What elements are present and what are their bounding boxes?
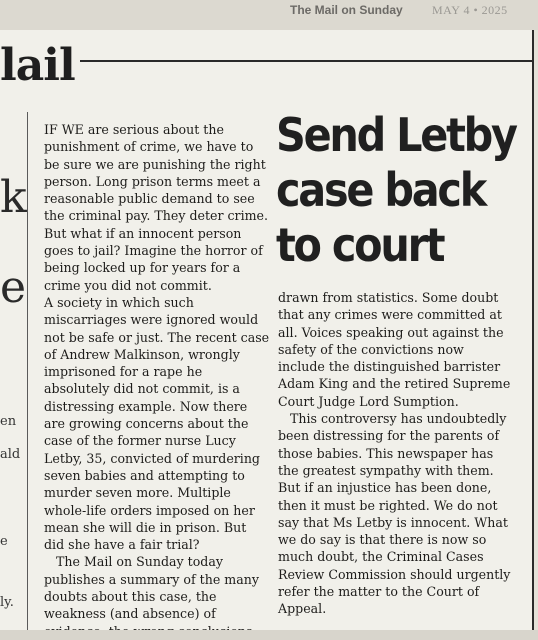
newspaper-logo-fragment: lail xyxy=(0,40,75,91)
article-paragraph: The Mail on Sunday today publishes a summary of the many doubts about this case, the weakness (and absence) of xyxy=(44,554,259,622)
article-headline xyxy=(276,108,516,273)
masthead-publication: The Mail on Sunday xyxy=(290,3,403,17)
article-column-1 xyxy=(44,121,270,640)
headline-line: Send Letby xyxy=(276,108,516,162)
article-paragraph: But what if an innocent person goes to jail? Imagine the horror of being locked up for years for a crime you did not commit. xyxy=(44,225,263,293)
previous-article-text-fragment: ly. xyxy=(0,595,14,610)
column-divider xyxy=(27,112,28,640)
article-column-2 xyxy=(278,289,514,618)
logo-rule xyxy=(80,60,532,62)
masthead xyxy=(0,0,538,30)
previous-article-headline-letter: k xyxy=(0,172,27,223)
article-paragraph: IF WE are serious about the punishment of crime, we have to be sure we are punishing the right person. Long prison terms meet a reasonable public demand to see the criminal pay. They deter crime. xyxy=(44,122,268,224)
article-paragraph: This controversy has undoubtedly been distressing for the parents of those babies. This newspaper has the greatest sympathy with them. But if an injustice has been done, then it must be righted. We do not say that Ms Letby is innocent. What we do say is that there is now so much doubt, the Criminal Cases Review Commission should urgently refer the matter to the Court of Appeal. xyxy=(278,411,511,617)
headline-line: to court xyxy=(276,218,444,272)
next-page-edge xyxy=(0,630,538,640)
previous-article-text-fragment: en xyxy=(0,414,17,429)
previous-article-text-fragment: ald xyxy=(0,447,21,462)
headline-line: case back xyxy=(276,163,486,217)
article-paragraph: drawn from statistics. Some doubt that any crimes were committed at all. Voices speaking out against the safety of the convictions now include the distinguished barrister Adam King and the retired Supreme Court Judge Lord Sumption. xyxy=(278,290,511,409)
article-paragraph: A society in which such miscarriages were ignored would not be safe or just. The recent case of Andrew Malkinson, wrongly imprisoned for a rape he absolutely did not commit, is a distressing example. Now there are growing concerns about the case of the former nurse Lucy Letby, 35, convicted of murdering seven babies and attempting to murder seven more. Multiple whole-life orders imposed on her mean she will die in prison. But did she have a fair trial? xyxy=(44,294,270,553)
masthead-date: MAY 4 • 2025 xyxy=(432,3,508,17)
previous-article-headline-letter: e xyxy=(0,262,27,313)
previous-article-text-fragment: e xyxy=(0,534,8,549)
newspaper-page xyxy=(0,30,534,630)
